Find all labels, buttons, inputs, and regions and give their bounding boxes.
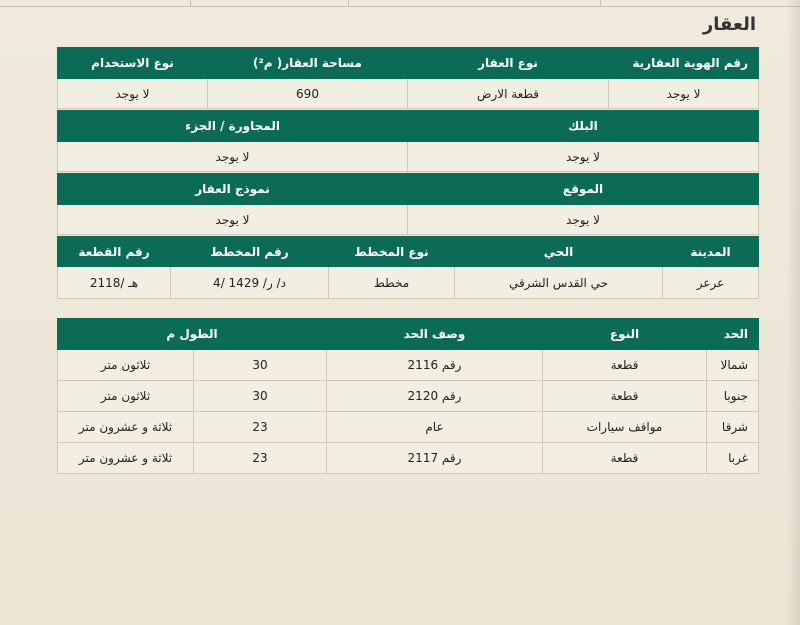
header-city: المدينة: [663, 237, 759, 267]
header-boundary-type: النوع: [543, 319, 707, 350]
boundary-description: عام: [327, 412, 543, 443]
boundary-type: قطعة: [543, 443, 707, 474]
page-edge-shadow: [786, 0, 800, 625]
value-plan-number: د/ ر/ 1429 /4: [171, 267, 329, 299]
header-neighborhood-part: المجاورة / الجزء: [58, 111, 408, 142]
value-location: لا يوجد: [408, 205, 759, 235]
section-title: العقار: [702, 14, 756, 35]
boundary-type: مواقف سيارات: [543, 412, 707, 443]
boundary-description: رقم 2120: [327, 381, 543, 412]
table-row: [58, 443, 759, 474]
boundary-length: 30: [194, 350, 327, 381]
value-property-model: لا يوجد: [58, 205, 408, 235]
boundary-length-words: ثلاثة و عشرون متر: [58, 443, 194, 474]
boundary-length-words: ثلاثة و عشرون متر: [58, 412, 194, 443]
boundary-side: غربا: [707, 443, 759, 474]
header-boundary: الحد: [707, 319, 759, 350]
value-city: عرعر: [663, 267, 759, 299]
property-info-table: [57, 47, 759, 109]
location-table: [57, 173, 759, 235]
boundary-length: 30: [194, 381, 327, 412]
header-location: الموقع: [408, 174, 759, 205]
header-plan-number: رقم المخطط: [171, 237, 329, 267]
value-district: حي القدس الشرقي: [455, 267, 663, 299]
header-district: الحي: [455, 237, 663, 267]
value-property-area: 690: [208, 79, 408, 109]
block-table: [57, 110, 759, 172]
previous-table-edge: [0, 0, 800, 7]
boundary-length: 23: [194, 412, 327, 443]
value-plan-type: مخطط: [329, 267, 455, 299]
value-plot-number: هـ /2118: [58, 267, 171, 299]
table-row: [58, 350, 759, 381]
boundary-side: شرقا: [707, 412, 759, 443]
header-property-type: نوع العقار: [408, 48, 609, 79]
header-plot-number: رقم القطعة: [58, 237, 171, 267]
header-boundary-description: وصف الحد: [327, 319, 543, 350]
header-real-estate-id: رقم الهوية العقارية: [609, 48, 759, 79]
boundary-length-words: ثلاثون متر: [58, 381, 194, 412]
table-row: [58, 412, 759, 443]
header-property-area: مساحة العقار( م²): [208, 48, 408, 79]
boundary-side: جنوبا: [707, 381, 759, 412]
city-plan-table: [57, 236, 759, 299]
header-usage-type: نوع الاستخدام: [58, 48, 208, 79]
table-row: [58, 381, 759, 412]
boundary-type: قطعة: [543, 350, 707, 381]
header-property-model: نموذج العقار: [58, 174, 408, 205]
header-block: البلك: [408, 111, 759, 142]
value-usage-type: لا يوجد: [58, 79, 208, 109]
header-length: الطول م: [58, 319, 327, 350]
boundary-length-words: ثلاثون متر: [58, 350, 194, 381]
value-real-estate-id: لا يوجد: [609, 79, 759, 109]
boundary-description: رقم 2117: [327, 443, 543, 474]
boundaries-table: [57, 318, 759, 474]
header-plan-type: نوع المخطط: [329, 237, 455, 267]
value-neighborhood-part: لا يوجد: [58, 142, 408, 172]
boundary-side: شمالا: [707, 350, 759, 381]
value-block: لا يوجد: [408, 142, 759, 172]
value-property-type: قطعة الارض: [408, 79, 609, 109]
boundary-type: قطعة: [543, 381, 707, 412]
boundary-length: 23: [194, 443, 327, 474]
boundary-description: رقم 2116: [327, 350, 543, 381]
